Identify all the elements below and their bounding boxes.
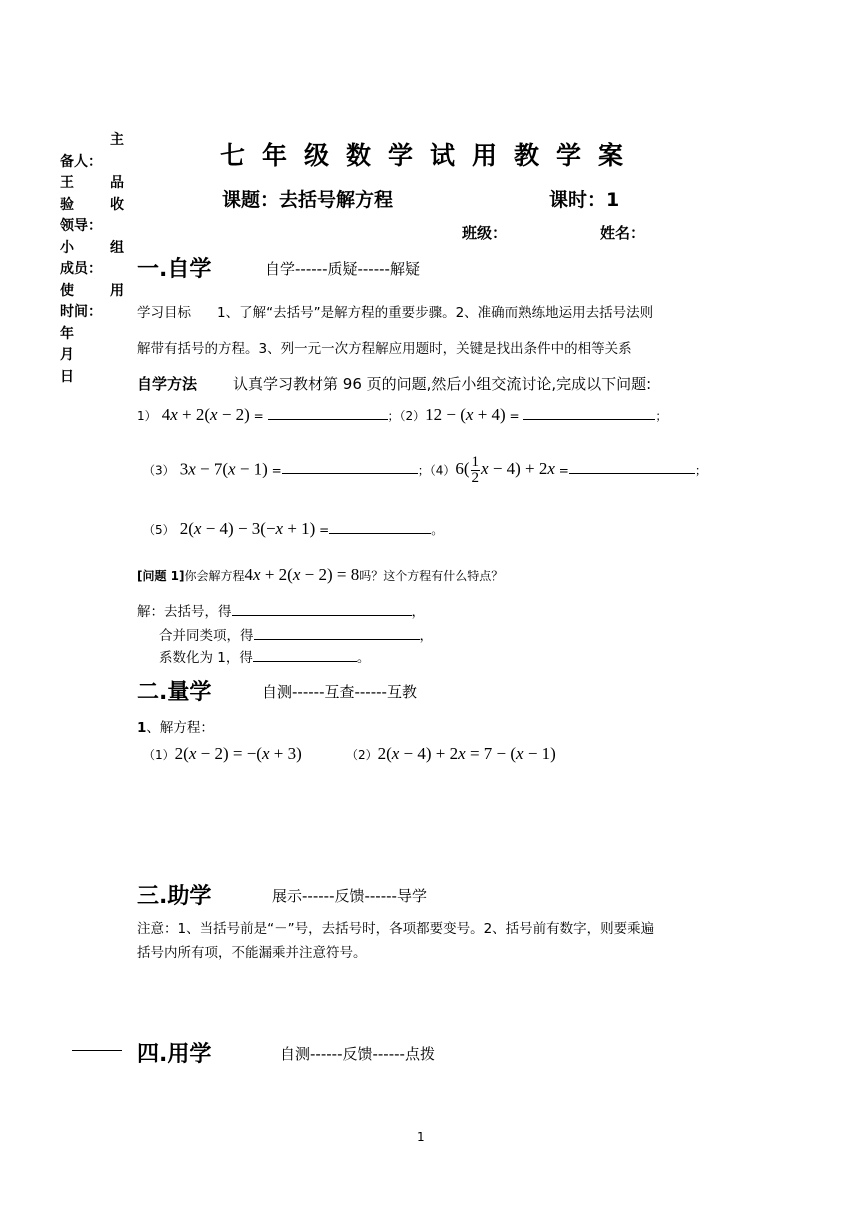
problem-equation: 4x + 2(x − 2) = 8 [244, 565, 360, 584]
q2-label: ；（2） [387, 409, 426, 423]
method-label: 自学方法 [137, 375, 198, 393]
sidebar-text: 备人： [60, 153, 102, 170]
sidebar-text: 领导： [60, 218, 102, 234]
learning-goal-line-2: 解带有括号的方程。3、列一元一次方程解应用题时，关键是找出条件中的相等关系 [137, 341, 632, 357]
section-4-subtitle: 自测------反馈------点拨 [280, 1045, 435, 1063]
period-label: 课时：1 [549, 189, 620, 211]
eq1-expression: 2(x − 2) = −(x + 3) [174, 744, 302, 763]
task-1 [137, 716, 214, 736]
section-2-subtitle: 自测------互查------互教 [262, 683, 417, 701]
q5-expression: 2(x − 4) − 3(−x + 1) [179, 519, 316, 538]
problem-label: [问题 1] [137, 569, 185, 583]
section-3-subtitle: 展示------反馈------导学 [272, 887, 427, 905]
q5-label: （5） [143, 523, 175, 537]
step-text: 合并同类项，得 [159, 628, 254, 644]
solution-step-3 [159, 646, 370, 666]
q3-expression: 3x − 7(x − 1) [179, 459, 268, 479]
exercise-row-2: （3） 3x − 7(x − 1) = ；（4）6( $\frac{1}{2}$ x − 4) + 2x = ； [143, 454, 707, 486]
sidebar-text: 用 [110, 282, 124, 299]
task-text: 、解方程： [146, 720, 214, 736]
section-2-heading: 二.量学 [137, 680, 212, 705]
q2-expression: 12 − (x + 4) [425, 405, 506, 424]
sidebar-text: 小 [60, 239, 74, 256]
learning-goal-line-1 [137, 301, 653, 321]
sidebar-text: 组 [110, 239, 124, 256]
step-text: 系数化为 1，得 [159, 650, 253, 666]
section-1-heading: 一.自学 [137, 257, 212, 282]
punct: 。 [356, 650, 371, 666]
divider-line [72, 1050, 122, 1051]
sidebar-text: 时间： [60, 304, 102, 320]
sidebar-text: 使 [60, 282, 74, 299]
goal-text: 1、了解“去括号”是解方程的重要步骤。2、准确而熟练地运用去括号法则 [217, 305, 654, 321]
punct: ； [694, 463, 707, 478]
punct: 。 [431, 523, 444, 537]
eq2-label: （2） [345, 748, 378, 762]
page-number: 1 [417, 1130, 425, 1144]
page-title: 七年级数学试用教学案 [219, 141, 640, 170]
note-line-2: 括号内所有项，不能漏乘并注意符号。 [137, 945, 367, 961]
name-label: 姓名： [600, 224, 646, 242]
q1-expression: 4x + 2(x − 2) [161, 405, 250, 424]
section-1-subtitle: 自学------质疑------解疑 [265, 260, 420, 278]
sidebar-text: 王 [60, 175, 74, 191]
sidebar-text: 主 [110, 132, 124, 148]
goal-label: 学习目标 [137, 305, 191, 321]
topic-label: 课题：去括号解方程 [222, 189, 394, 211]
punct: ； [655, 409, 668, 423]
problem-text: 你会解方程 [184, 569, 245, 583]
q3-label: （3） [143, 463, 175, 478]
eq2-expression: 2(x − 4) + 2x = 7 − (x − 1) [377, 744, 556, 763]
exercise-row-3: （5） 2(x − 4) − 3(−x + 1) = 。 [143, 519, 444, 538]
q4-expression: 6( $\frac{1}{2}$ x − 4) + 2x [455, 454, 555, 486]
step-text: 解：去括号，得 [137, 604, 232, 620]
sidebar-text: 月 [60, 347, 74, 363]
method-text: 认真学习教材第 96 页的问题,然后小组交流讨论,完成以下问题: [233, 375, 652, 393]
exercise-row-1: 1） 4x + 2(x − 2) = ；（2）12 − (x + 4) = ； [137, 405, 668, 424]
study-method [137, 373, 651, 394]
q1-label: 1） [137, 409, 157, 423]
section-3-heading: 三.助学 [137, 884, 212, 909]
class-label: 班级： [462, 224, 508, 242]
equations-row [143, 744, 556, 764]
sidebar-text: 收 [110, 196, 124, 213]
problem-text: 吗？这个方程有什么特点？ [359, 569, 504, 583]
problem-1 [137, 565, 503, 585]
sidebar-text: 验 [60, 196, 74, 213]
punct: ， [411, 604, 425, 620]
solution-step-1 [137, 600, 425, 620]
sidebar-text: 日 [60, 368, 74, 385]
punct: ， [419, 628, 433, 644]
eq1-label: （1） [143, 748, 175, 762]
section-4-heading: 四.用学 [137, 1042, 212, 1067]
sidebar-text: 年 [60, 325, 74, 342]
task-number: 1 [137, 720, 147, 736]
note-line-1: 注意：1、当括号前是“－”号，去括号时，各项都要变号。2、括号前有数字，则要乘遍 [137, 921, 655, 937]
sidebar-text: 品 [110, 175, 124, 191]
q4-label: ；（4） [417, 463, 456, 478]
sidebar-text: 成员： [60, 261, 102, 277]
solution-step-2 [159, 624, 433, 644]
